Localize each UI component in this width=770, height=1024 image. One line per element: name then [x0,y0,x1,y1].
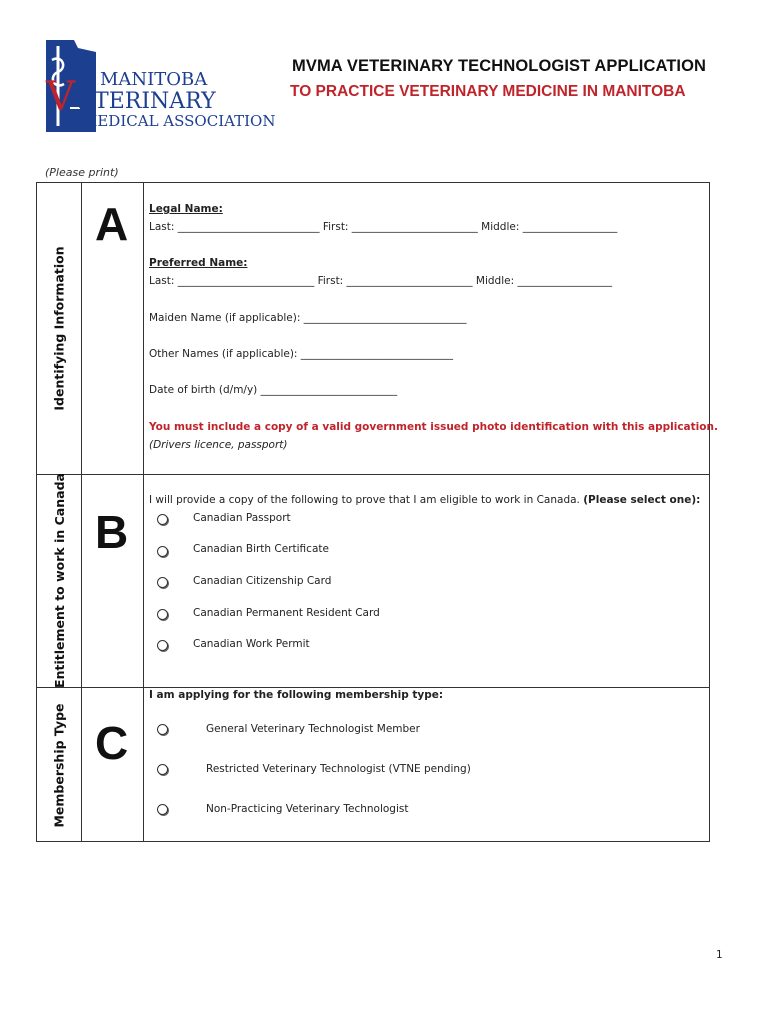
preferred-name-label: Preferred Name: [149,257,248,269]
document-subtitle: TO PRACTICE VETERINARY MEDICINE IN MANITOBA [290,83,686,100]
radio-canadian-passport[interactable] [157,514,168,525]
application-form [36,182,718,842]
option-canadian-citizenship-card: Canadian Citizenship Card [193,575,332,587]
please-print-note: (Please print) [45,166,119,179]
option-canadian-passport: Canadian Passport [193,512,291,524]
radio-canadian-work-permit[interactable] [157,640,168,651]
section-c-letter: C [95,717,129,769]
option-canadian-work-permit: Canadian Work Permit [193,638,310,650]
radio-restricted-member[interactable] [157,764,168,775]
photo-id-examples: (Drivers licence, passport) [149,439,288,451]
column-divider-1 [81,183,82,841]
section-c-side-label: Membership Type [51,702,67,828]
maiden-name-field[interactable]: Maiden Name (if applicable): _______________________________ [149,312,467,324]
work-eligibility-intro: I will provide a copy of the following to prove that I am eligible to work in Canada. (Please select one): [149,494,701,506]
other-names-field[interactable]: Other Names (if applicable): _____________________________ [149,348,454,360]
manitoba-province-emblem [44,38,284,138]
section-b-letter: B [95,506,129,558]
mvma-logo [44,38,284,138]
page-number: 1 [716,949,723,961]
radio-general-member[interactable] [157,724,168,735]
row-divider-a-b [37,474,709,475]
option-restricted-member: Restricted Veterinary Technologist (VTNE pending) [206,763,471,775]
photo-id-notice: You must include a copy of a valid government issued photo identification with this application. [149,421,718,433]
logo-v: V [46,74,75,120]
legal-name-label: Legal Name: [149,203,223,215]
radio-canadian-citizenship-card[interactable] [157,577,168,588]
logo-line2: ETERINARY [78,89,216,114]
preferred-name-field[interactable]: Last: __________________________ First: ________________________ Middle: __________________ [149,275,612,287]
section-a-side-label: Identifying Information [51,246,67,411]
membership-type-intro: I am applying for the following membership type: [149,689,444,701]
date-of-birth-field[interactable]: Date of birth (d/m/y) __________________________ [149,384,398,396]
option-permanent-resident-card: Canadian Permanent Resident Card [193,607,380,619]
option-canadian-birth-certificate: Canadian Birth Certificate [193,543,329,555]
option-non-practicing-member: Non-Practicing Veterinary Technologist [206,803,409,815]
section-b-side-label: Entitlement to work in Canada [51,473,67,688]
logo-line3: MEDICAL ASSOCIATION [82,112,276,130]
logo-line1: MANITOBA [100,69,208,90]
select-one-instruction: (Please select one): [583,494,701,506]
radio-non-practicing-member[interactable] [157,804,168,815]
section-a-letter: A [95,198,129,250]
legal-name-field[interactable]: Last: ___________________________ First: ________________________ Middle: __________________ [149,221,618,233]
radio-permanent-resident-card[interactable] [157,609,168,620]
column-divider-2 [143,183,144,841]
option-general-member: General Veterinary Technologist Member [206,723,420,735]
radio-canadian-birth-certificate[interactable] [157,546,168,557]
document-title: MVMA VETERINARY TECHNOLOGIST APPLICATION [292,57,707,75]
row-divider-b-c [37,687,709,688]
